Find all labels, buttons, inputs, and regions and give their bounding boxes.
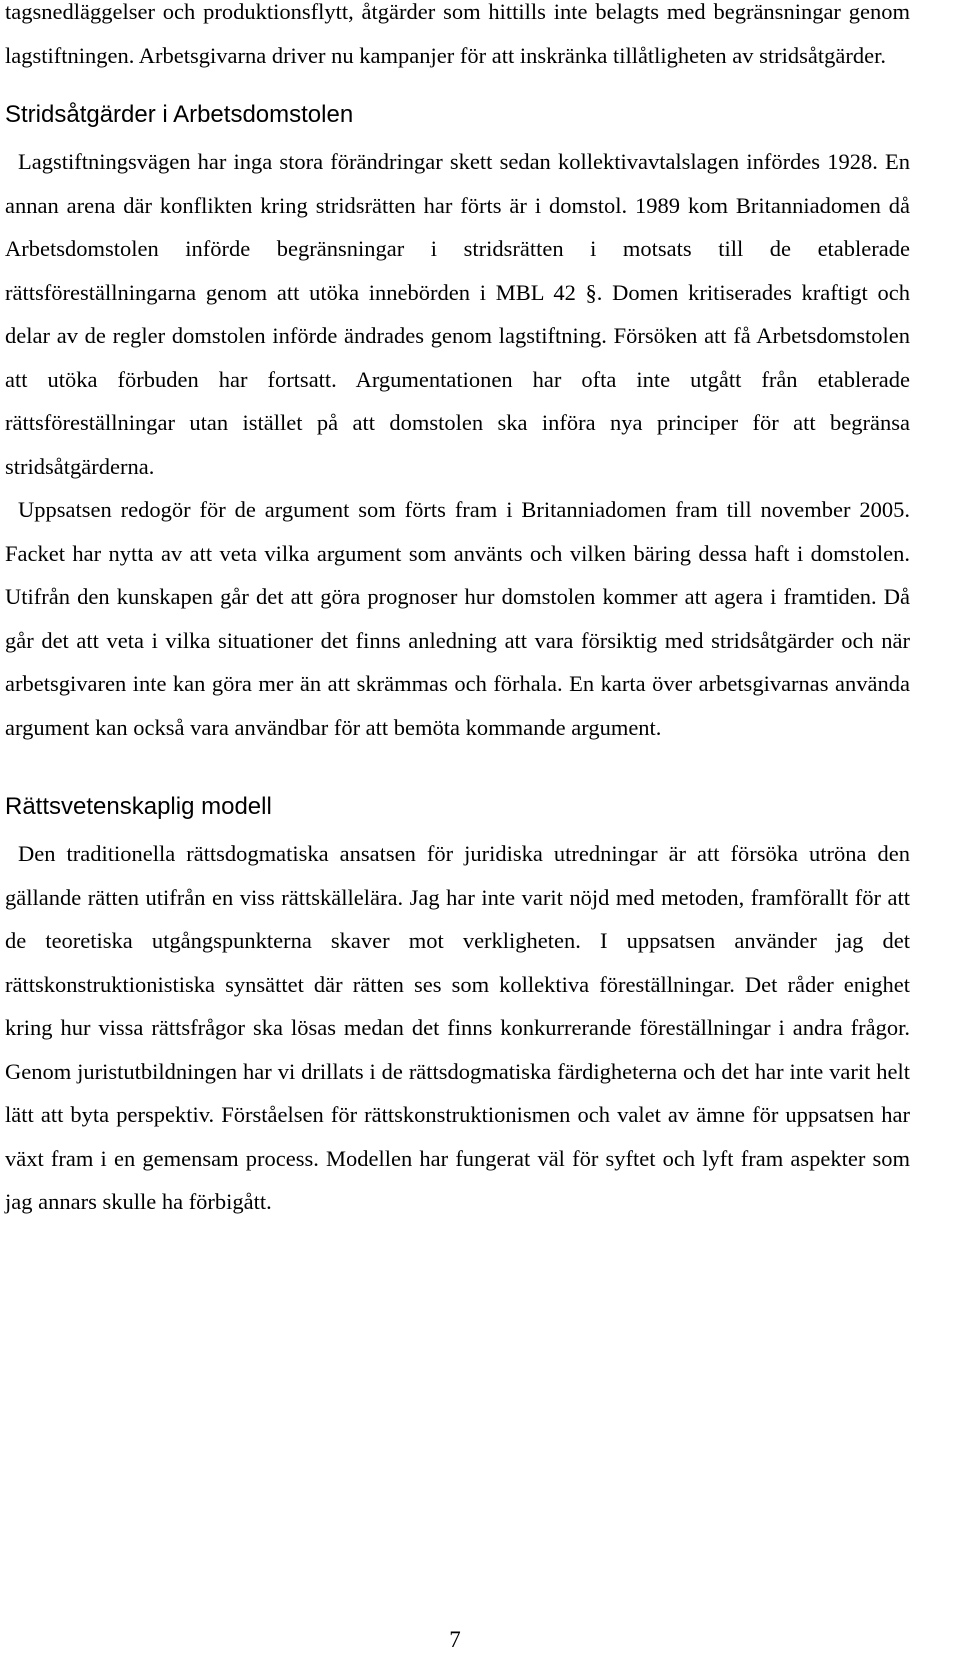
section1-paragraph-1: Lagstiftningsvägen har inga stora förändringar skett sedan kollektivavtalslagen infördes 1928. En annan arena där konflikten kring stridsrätten har förts är i domstol. 1989 kom Britanniadomen då Arbetsdomstolen införde begränsningar i stridsrätten i motsats till de etablerade rättsföreställningarna genom att utöka innebörden i MBL 42 §. Domen kritiserades kraftigt och delar av de regler domstolen införde ändrades genom lagstiftning. Försöken att få Arbetsdomstolen att utöka förbuden har fortsatt. Argumentationen har ofta inte utgått från etablerade rättsföreställningar utan istället på att domstolen ska införa nya principer för att begränsa stridsåtgärderna. xyxy=(5,149,910,479)
page-number: 7 xyxy=(449,1627,461,1652)
document-page xyxy=(5,0,910,1224)
section-heading-rattsvetenskaplig-modell: Rättsvetenskaplig modell xyxy=(5,793,272,820)
section1-paragraph-2: Uppsatsen redogör för de argument som förts fram i Britanniadomen fram till november 2005. Facket har nytta av att veta vilka argument som använts och vilken bäring dessa haft i domstolen. Utifrån den kunskapen går det att göra prognoser hur domstolen kommer att agera i framtiden. Då går det att veta i vilka situationer det finns anledning att vara försiktig med stridsåtgärder och när arbetsgivaren inte kan göra mer än att skrämmas och förhala. En karta över arbetsgivarnas använda argument kan också vara användbar för att bemöta kommande argument. xyxy=(5,497,910,740)
intro-paragraph: tagsnedläggelser och produktionsflytt, åtgärder som hittills inte belagts med begränsningar genom lagstiftningen. Arbetsgivarna driver nu kampanjer för att inskränka tillåtligheten av stridsåtgärder. xyxy=(5,0,910,68)
section-heading-stridsatgarder: Stridsåtgärder i Arbetsdomstolen xyxy=(5,101,354,128)
section2-paragraph-1: Den traditionella rättsdogmatiska ansatsen för juridiska utredningar är att försöka utröna den gällande rätten utifrån en viss rättskällelära. Jag har inte varit nöjd med metoden, framförallt för att de teoretiska utgångspunkterna skaver mot verkligheten. I uppsatsen använder jag det rättskonstruktionistiska synsättet där rätten ses som kollektiva föreställningar. Det råder enighet kring hur vissa rättsfrågor ska lösas medan det finns konkurrerande föreställningar i andra frågor. Genom juristutbildningen har vi drillats i de rättsdogmatiska färdigheterna och det har inte varit helt lätt att byta perspektiv. Förståelsen för rättskonstruktionismen och valet av ämne för uppsatsen har växt fram i en gemensam process. Modellen har fungerat väl för syftet och lyft fram aspekter som jag annars skulle ha förbigått. xyxy=(5,841,910,1214)
